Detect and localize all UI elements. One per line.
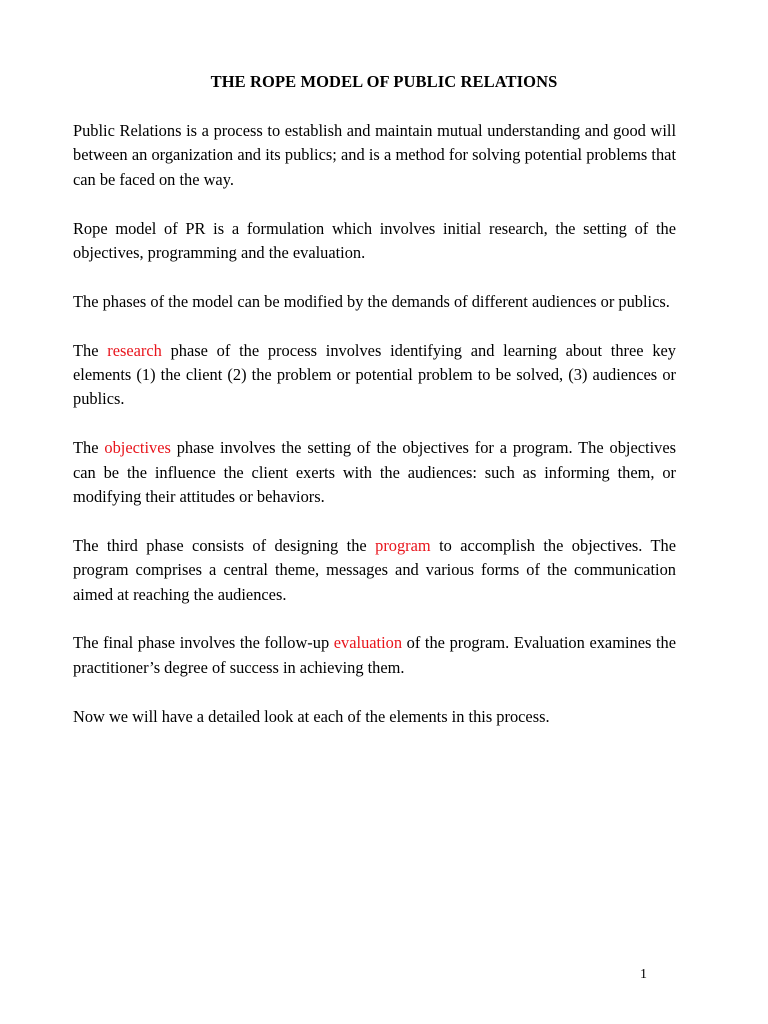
paragraph-text: The phases of the model can be modified by the demands of different audiences or publics.	[73, 291, 670, 311]
highlight-evaluation: evaluation	[333, 633, 403, 653]
highlight-objectives: objectives	[104, 438, 171, 458]
paragraph-program	[73, 534, 676, 607]
paragraph-text-after: phase of the process involves identifying and learning about three key elements (1) the client (2) the problem or potential problem to be solved, (3) audiences or publics.	[73, 340, 676, 409]
document-title: THE ROPE MODEL OF PUBLIC RELATIONS	[210, 72, 558, 91]
paragraph-conclusion	[73, 705, 676, 729]
paragraph-text-before: The third phase consists of designing the	[73, 535, 376, 555]
paragraph-text-after: to accomplish the objectives. The program comprises a central theme, messages and various forms of the communication aimed at reaching the audiences.	[73, 535, 676, 604]
paragraph-evaluation	[73, 631, 676, 680]
paragraph-phases	[73, 290, 676, 314]
paragraph-text: Rope model of PR is a formulation which involves initial research, the setting of the objectives, programming and the evaluation.	[73, 218, 676, 263]
paragraph-text-before: The	[73, 438, 105, 458]
paragraph-research	[73, 339, 676, 412]
paragraph-rope-model	[73, 217, 676, 266]
paragraph-definition	[73, 119, 676, 192]
paragraph-text-after: of the program. Evaluation examines the practitioner’s degree of success in achieving them.	[73, 633, 676, 677]
paragraph-text-before: The final phase involves the follow-up	[73, 633, 334, 653]
highlight-research: research	[107, 340, 162, 360]
paragraph-objectives	[73, 436, 676, 509]
paragraph-text-before: The	[73, 340, 108, 360]
paragraph-text-after: phase involves the setting of the objectives for a program. The objectives can be the influence the client exerts with the audiences: such as informing them, or modifying their attitudes or behaviors.	[73, 438, 676, 507]
paragraph-text: Public Relations is a process to establish and maintain mutual understanding and good will between an organization and its publics; and is a method for solving potential problems that can be faced on the way.	[73, 121, 676, 189]
paragraph-text: Now we will have a detailed look at each of the elements in this process.	[73, 706, 550, 726]
document-body	[73, 119, 676, 753]
highlight-program: program	[375, 535, 431, 555]
page-number: 1	[640, 967, 647, 982]
